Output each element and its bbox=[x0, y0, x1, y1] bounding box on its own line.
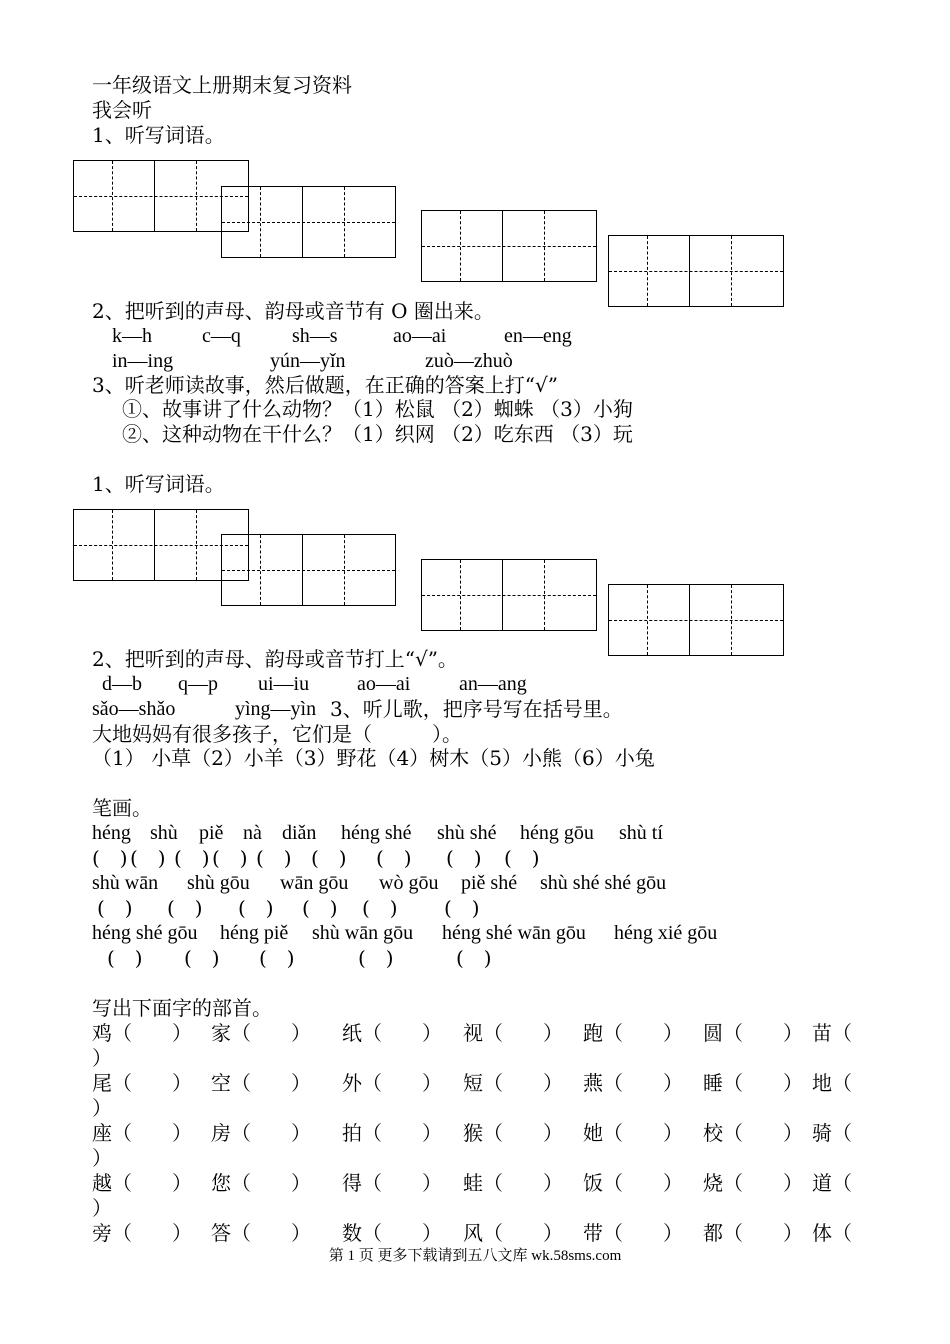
radical-item bbox=[463, 1120, 563, 1146]
answer-paren[interactable]: ( ) bbox=[238, 896, 274, 920]
answer-paren[interactable]: ( ) bbox=[92, 846, 128, 870]
answer-paren[interactable]: （ ） bbox=[231, 1171, 311, 1195]
radical-item bbox=[463, 1170, 563, 1196]
radical-char: 地 bbox=[812, 1071, 832, 1095]
answer-paren[interactable]: （ bbox=[832, 1071, 852, 1095]
radical-char: 视 bbox=[463, 1021, 483, 1045]
radical-item bbox=[342, 1020, 442, 1046]
answer-paren[interactable]: （ ） bbox=[603, 1071, 683, 1095]
radical-char: 带 bbox=[583, 1221, 603, 1245]
radical-char: 饭 bbox=[583, 1171, 603, 1195]
stroke-name: shù wān gōu bbox=[312, 922, 414, 944]
answer-paren[interactable]: （ ） bbox=[112, 1171, 192, 1195]
section-heading-listen: 我会听 bbox=[92, 98, 152, 122]
answer-paren[interactable]: （ bbox=[832, 1221, 852, 1245]
radical-char: 房 bbox=[211, 1121, 231, 1145]
answer-paren[interactable]: （ ） bbox=[723, 1071, 803, 1095]
radical-char: 空 bbox=[211, 1071, 231, 1095]
pinyin-pair: ui—iu bbox=[258, 673, 310, 695]
answer-paren[interactable]: （ ） bbox=[112, 1221, 192, 1245]
answer-paren[interactable]: ( ) bbox=[212, 846, 248, 870]
page-footer: 第 1 页 更多下载请到五八文库 wk.58sms.com bbox=[328, 1248, 622, 1264]
stroke-name: héng shé gōu bbox=[92, 922, 198, 944]
answer-paren-row bbox=[92, 895, 872, 921]
radical-item bbox=[211, 1170, 311, 1196]
answer-paren[interactable]: ( ) bbox=[259, 946, 295, 970]
answer-paren[interactable]: （ ） bbox=[362, 1171, 442, 1195]
radical-char: 旁 bbox=[92, 1221, 112, 1245]
stroke-name-row bbox=[92, 920, 872, 946]
radical-char: 纸 bbox=[342, 1021, 362, 1045]
pinyin-pair: yìng—yìn bbox=[235, 698, 317, 720]
writing-box[interactable] bbox=[421, 210, 597, 282]
radical-char: 苗 bbox=[812, 1021, 832, 1045]
answer-paren[interactable]: （ ） bbox=[723, 1171, 803, 1195]
radical-item bbox=[463, 1020, 563, 1046]
answer-paren[interactable]: ( ) bbox=[504, 846, 540, 870]
radical-item bbox=[812, 1020, 852, 1046]
answer-paren[interactable]: （ ） bbox=[723, 1121, 803, 1145]
radical-item bbox=[703, 1120, 803, 1146]
radical-char: 骑 bbox=[812, 1121, 832, 1145]
radical-item bbox=[583, 1170, 683, 1196]
radical-char: 都 bbox=[703, 1221, 723, 1245]
pinyin-pair-row bbox=[112, 348, 712, 374]
answer-paren[interactable]: （ ） bbox=[723, 1221, 803, 1245]
radical-char: 您 bbox=[211, 1171, 231, 1195]
writing-box[interactable] bbox=[421, 559, 597, 631]
answer-paren[interactable]: （ ） bbox=[483, 1221, 563, 1245]
answer-paren[interactable]: （ ） bbox=[723, 1021, 803, 1045]
answer-paren[interactable]: （ ） bbox=[112, 1121, 192, 1145]
stroke-name: nà bbox=[243, 822, 262, 844]
radical-item bbox=[583, 1220, 683, 1246]
radical-char: 得 bbox=[342, 1171, 362, 1195]
pinyin-pair: an—ang bbox=[459, 673, 527, 695]
radical-char: 校 bbox=[703, 1121, 723, 1145]
question-3-story: 3、听老师读故事，然后做题，在正确的答案上打“√” bbox=[92, 373, 558, 397]
radical-item bbox=[583, 1070, 683, 1096]
question-1-dictation: 1、听写词语。 bbox=[92, 123, 225, 147]
writing-box[interactable] bbox=[608, 584, 784, 656]
radical-item bbox=[92, 1070, 192, 1096]
radical-item bbox=[583, 1120, 683, 1146]
answer-paren[interactable]: ( ) bbox=[358, 946, 394, 970]
stroke-name-row bbox=[92, 820, 872, 846]
answer-paren[interactable]: ( ) bbox=[97, 896, 133, 920]
stroke-name: héng xié gōu bbox=[614, 922, 718, 944]
radical-item bbox=[812, 1170, 852, 1196]
answer-paren-close[interactable]: ） bbox=[92, 1146, 112, 1170]
answer-paren[interactable]: （ ） bbox=[483, 1121, 563, 1145]
stroke-name: héng shé wān gōu bbox=[442, 922, 586, 944]
stroke-name: piě shé bbox=[461, 872, 518, 894]
stroke-name: piě bbox=[199, 822, 224, 844]
answer-paren[interactable]: ( ) bbox=[107, 946, 143, 970]
radical-char: 蛙 bbox=[463, 1171, 483, 1195]
radical-char: 越 bbox=[92, 1171, 112, 1195]
answer-paren[interactable]: （ ） bbox=[362, 1121, 442, 1145]
radical-item bbox=[463, 1220, 563, 1246]
question-2-circle: 2、把听到的声母、韵母或音节有 O 圈出来。 bbox=[92, 299, 494, 323]
stroke-name: héng bbox=[92, 822, 131, 844]
answer-paren[interactable]: ( ) bbox=[302, 896, 338, 920]
answer-paren[interactable]: （ ） bbox=[483, 1171, 563, 1195]
radical-item bbox=[92, 1170, 192, 1196]
radical-char: 圆 bbox=[703, 1021, 723, 1045]
answer-paren[interactable]: ( ) bbox=[256, 846, 292, 870]
stroke-name: shù wān bbox=[92, 872, 159, 894]
radical-char: 外 bbox=[342, 1071, 362, 1095]
radical-item bbox=[211, 1070, 311, 1096]
answer-paren-row bbox=[92, 945, 872, 971]
answer-paren[interactable]: ( ) bbox=[456, 946, 492, 970]
answer-paren-row bbox=[92, 845, 872, 871]
radical-item bbox=[211, 1020, 311, 1046]
stroke-name: wān gōu bbox=[280, 872, 349, 894]
pinyin-and-question-row bbox=[92, 696, 892, 722]
radical-item bbox=[812, 1070, 852, 1096]
radical-item bbox=[211, 1120, 311, 1146]
question-3-options: （1） 小草（2）小羊（3）野花（4）树木（5）小熊（6）小兔 bbox=[92, 746, 655, 770]
answer-paren[interactable]: （ ） bbox=[362, 1221, 442, 1245]
pinyin-pair: yún—yǐn bbox=[270, 350, 346, 372]
answer-paren-close[interactable]: ） bbox=[92, 1096, 112, 1120]
radical-item bbox=[812, 1120, 852, 1146]
radical-item bbox=[211, 1220, 311, 1246]
radical-char: 睡 bbox=[703, 1071, 723, 1095]
writing-box[interactable] bbox=[221, 186, 396, 258]
answer-paren-close[interactable]: ） bbox=[92, 1196, 112, 1220]
answer-paren[interactable]: （ ） bbox=[603, 1021, 683, 1045]
radical-char: 尾 bbox=[92, 1071, 112, 1095]
answer-paren[interactable]: （ ） bbox=[362, 1021, 442, 1045]
stroke-name: shù bbox=[150, 822, 178, 844]
answer-paren[interactable]: ( ) bbox=[362, 896, 398, 920]
answer-paren[interactable]: ( ) bbox=[444, 896, 480, 920]
question-3-item-b: ②、这种动物在干什么？（1）织网 （2）吃东西 （3）玩 bbox=[122, 422, 633, 446]
radical-item bbox=[342, 1170, 442, 1196]
answer-paren[interactable]: （ ） bbox=[603, 1171, 683, 1195]
radical-item bbox=[92, 1020, 192, 1046]
answer-paren[interactable]: ( ) bbox=[167, 896, 203, 920]
page-title: 一年级语文上册期末复习资料 bbox=[92, 73, 352, 97]
pinyin-pair: ao—ai bbox=[393, 325, 447, 347]
radical-char: 猴 bbox=[463, 1121, 483, 1145]
pinyin-pair: q—p bbox=[178, 673, 218, 695]
stroke-name: shù tí bbox=[619, 822, 663, 844]
radical-item bbox=[92, 1120, 192, 1146]
writing-box[interactable] bbox=[608, 235, 784, 307]
answer-paren[interactable]: （ bbox=[832, 1021, 852, 1045]
stroke-name: héng piě bbox=[220, 922, 289, 944]
answer-paren[interactable]: （ ） bbox=[603, 1221, 683, 1245]
stroke-name: shù shé shé gōu bbox=[540, 872, 667, 894]
pinyin-pair: k—h bbox=[112, 325, 152, 347]
answer-paren[interactable]: （ ） bbox=[231, 1121, 311, 1145]
radical-item bbox=[463, 1070, 563, 1096]
radical-char: 鸡 bbox=[92, 1021, 112, 1045]
pinyin-pair: en—eng bbox=[504, 325, 572, 347]
radical-item bbox=[812, 1220, 852, 1246]
radical-char: 短 bbox=[463, 1071, 483, 1095]
answer-paren[interactable]: ( ) bbox=[446, 846, 482, 870]
pinyin-pair: sǎo—shǎo bbox=[92, 698, 176, 720]
question-3-sentence: 大地妈妈有很多孩子，它们是（ ）。 bbox=[92, 722, 462, 746]
question-3-item-a: ①、故事讲了什么动物？（1）松鼠 （2）蜘蛛 （3）小狗 bbox=[122, 397, 633, 421]
answer-paren[interactable]: （ ） bbox=[231, 1221, 311, 1245]
answer-paren[interactable]: ( ) bbox=[184, 946, 220, 970]
answer-paren[interactable]: （ bbox=[832, 1171, 852, 1195]
question-3-song: 3、听儿歌，把序号写在括号里。 bbox=[330, 697, 623, 721]
answer-paren[interactable]: （ ） bbox=[362, 1071, 442, 1095]
radical-char: 体 bbox=[812, 1221, 832, 1245]
answer-paren[interactable]: （ ） bbox=[231, 1021, 311, 1045]
pinyin-pair: ao—ai bbox=[357, 673, 411, 695]
pinyin-pair: sh—s bbox=[292, 325, 338, 347]
radical-char: 她 bbox=[583, 1121, 603, 1145]
answer-paren-close[interactable]: ） bbox=[92, 1046, 112, 1070]
answer-paren[interactable]: ( ) bbox=[311, 846, 347, 870]
radical-char: 道 bbox=[812, 1171, 832, 1195]
section-heading-radicals: 写出下面字的部首。 bbox=[92, 996, 272, 1020]
answer-paren[interactable]: （ ） bbox=[112, 1071, 192, 1095]
answer-paren[interactable]: （ ） bbox=[603, 1121, 683, 1145]
answer-paren[interactable]: （ ） bbox=[112, 1021, 192, 1045]
pinyin-pair-row bbox=[102, 671, 702, 697]
stroke-name: shù gōu bbox=[187, 872, 250, 894]
radical-char: 烧 bbox=[703, 1171, 723, 1195]
radical-item bbox=[92, 1220, 192, 1246]
stroke-name-row bbox=[92, 870, 872, 896]
radical-char: 跑 bbox=[583, 1021, 603, 1045]
pinyin-pair: zuò—zhuò bbox=[425, 350, 513, 372]
answer-paren[interactable]: （ ） bbox=[231, 1071, 311, 1095]
answer-paren[interactable]: ( ) bbox=[174, 846, 210, 870]
stroke-name: héng gōu bbox=[520, 822, 594, 844]
radical-char: 家 bbox=[211, 1021, 231, 1045]
radical-char: 座 bbox=[92, 1121, 112, 1145]
answer-paren[interactable]: ( ) bbox=[376, 846, 412, 870]
radical-char: 数 bbox=[342, 1221, 362, 1245]
question-1-dictation-2: 1、听写词语。 bbox=[92, 472, 225, 496]
pinyin-pair: in—ing bbox=[112, 350, 174, 372]
radical-item bbox=[342, 1070, 442, 1096]
radical-item bbox=[342, 1220, 442, 1246]
radical-item bbox=[703, 1170, 803, 1196]
pinyin-pair-row bbox=[112, 323, 712, 349]
answer-paren[interactable]: ( ) bbox=[130, 846, 166, 870]
radical-char: 风 bbox=[463, 1221, 483, 1245]
answer-paren[interactable]: （ ） bbox=[483, 1021, 563, 1045]
radical-char: 燕 bbox=[583, 1071, 603, 1095]
writing-box[interactable] bbox=[221, 534, 396, 606]
answer-paren[interactable]: （ ） bbox=[483, 1071, 563, 1095]
question-2-check: 2、把听到的声母、韵母或音节打上“√”。 bbox=[92, 647, 458, 671]
radical-item bbox=[703, 1220, 803, 1246]
stroke-name: diǎn bbox=[282, 822, 317, 844]
radical-char: 拍 bbox=[342, 1121, 362, 1145]
stroke-name: héng shé bbox=[341, 822, 412, 844]
stroke-name: shù shé bbox=[437, 822, 497, 844]
pinyin-pair: c—q bbox=[202, 325, 241, 347]
pinyin-pair: d—b bbox=[102, 673, 142, 695]
radical-item bbox=[583, 1020, 683, 1046]
radical-item bbox=[703, 1070, 803, 1096]
radical-char: 答 bbox=[211, 1221, 231, 1245]
stroke-name: wò gōu bbox=[379, 872, 439, 894]
radical-item bbox=[703, 1020, 803, 1046]
answer-paren[interactable]: （ bbox=[832, 1121, 852, 1145]
section-heading-strokes: 笔画。 bbox=[92, 796, 152, 820]
radical-item bbox=[342, 1120, 442, 1146]
